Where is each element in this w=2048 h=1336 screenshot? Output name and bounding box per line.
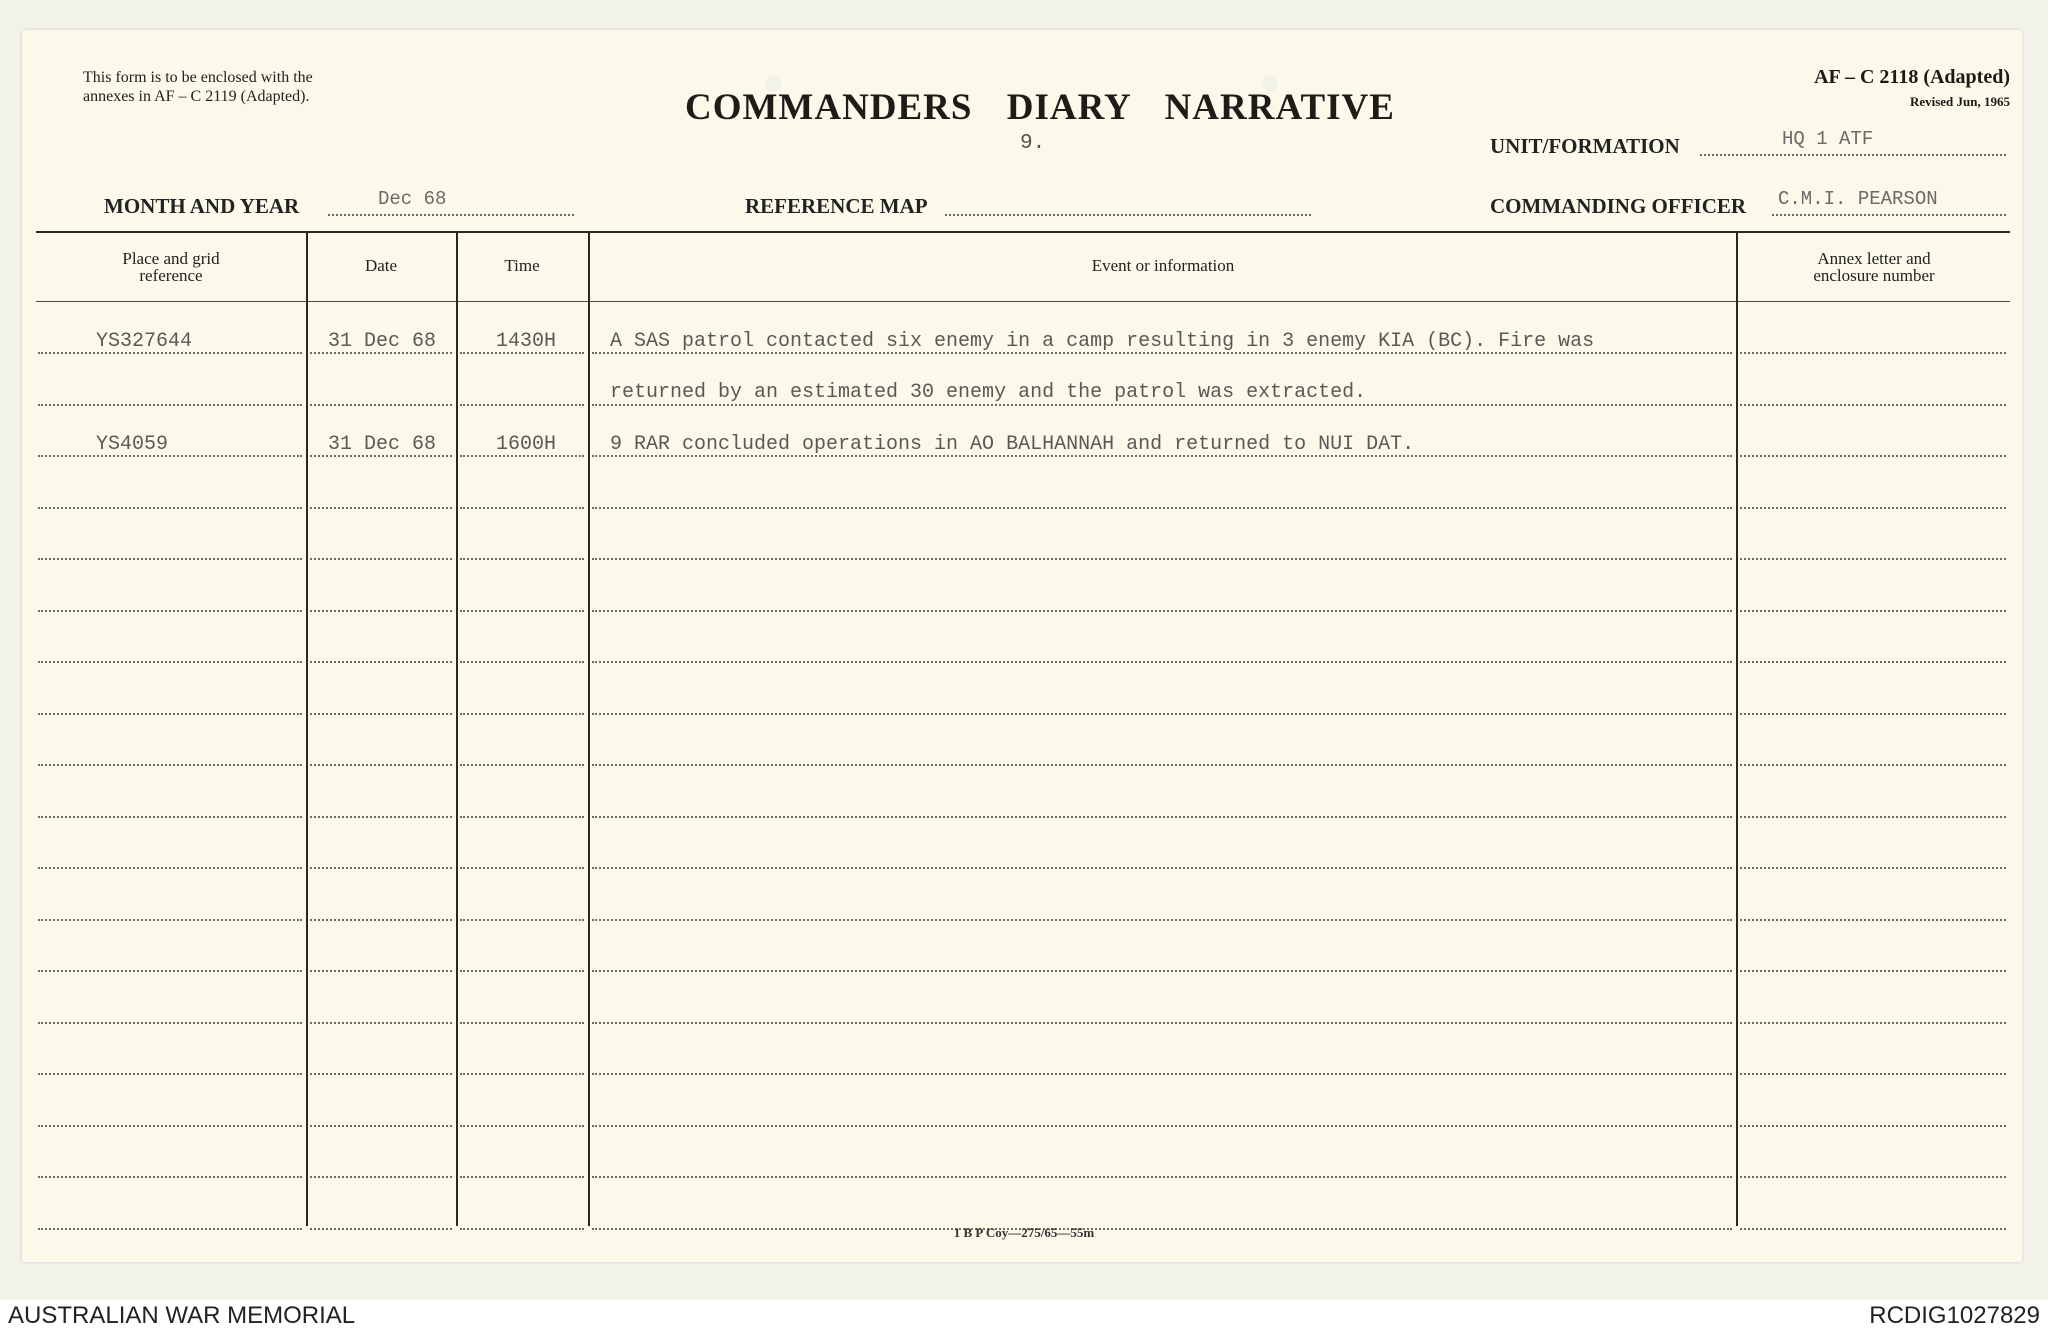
column-divider (1736, 231, 1738, 1226)
column-header-annex-line: enclosure number (1813, 266, 1935, 285)
reference-map-label: REFERENCE MAP (745, 194, 928, 218)
dotted-line (592, 661, 1732, 663)
dotted-line (38, 661, 302, 663)
column-header-time: Time (504, 256, 540, 275)
dotted-line (310, 507, 452, 509)
form-code: AF – C 2118 (Adapted) (1814, 66, 2010, 88)
dotted-line (1740, 764, 2006, 766)
dotted-line (1740, 404, 2006, 406)
dotted-line (38, 764, 302, 766)
dotted-line (310, 867, 452, 869)
dotted-line (1740, 455, 2006, 457)
column-header-annex-line: Annex letter and (1817, 249, 1931, 268)
month-year-label: MONTH AND YEAR (104, 194, 300, 218)
enclosure-note (83, 68, 313, 106)
dotted-line (460, 507, 584, 509)
column-divider (588, 231, 590, 1226)
commanding-officer-value-text: C.M.I. PEARSON (1778, 188, 1938, 210)
month-year-value (328, 188, 574, 216)
dotted-line (592, 970, 1732, 972)
table-header-rule (36, 301, 2010, 302)
dotted-line (460, 1176, 584, 1178)
reference-map-value (945, 188, 1311, 216)
dotted-line (460, 713, 584, 715)
dotted-line (310, 558, 452, 560)
dotted-line (592, 404, 1732, 406)
dotted-line (310, 610, 452, 612)
dotted-line (592, 764, 1732, 766)
enclosure-note-line: This form is to be enclosed with the (83, 69, 313, 86)
dotted-line (460, 816, 584, 818)
dotted-line (460, 1125, 584, 1127)
dotted-line (592, 1125, 1732, 1127)
dotted-line (1740, 970, 2006, 972)
dotted-line (592, 507, 1732, 509)
dotted-line (310, 1176, 452, 1178)
entry-place: YS327644 (96, 330, 193, 353)
dotted-line (1740, 1125, 2006, 1127)
dotted-line (460, 404, 584, 406)
dotted-line (460, 867, 584, 869)
dotted-line (460, 1022, 584, 1024)
dotted-line (310, 1022, 452, 1024)
dotted-line (460, 661, 584, 663)
dotted-line (38, 1022, 302, 1024)
dotted-line (38, 867, 302, 869)
dotted-line (38, 507, 302, 509)
dotted-line (1740, 713, 2006, 715)
entry-place: YS4059 (96, 433, 169, 456)
dotted-line (310, 919, 452, 921)
entry-event: A SAS patrol contacted six enemy in a camp resulting in 3 enemy KIA (BC). Fire was (610, 330, 1595, 353)
dotted-line (38, 558, 302, 560)
month-year-value-text: Dec 68 (378, 188, 447, 210)
form-revision: Revised Jun, 1965 (1909, 94, 2010, 109)
dotted-line (592, 1022, 1732, 1024)
dotted-line (310, 713, 452, 715)
dotted-line (460, 919, 584, 921)
unit-value (1700, 128, 2006, 156)
dotted-line (1740, 919, 2006, 921)
dotted-line (38, 404, 302, 406)
column-header-annex (1738, 250, 2010, 284)
dotted-line (38, 1176, 302, 1178)
dotted-line (310, 1073, 452, 1075)
dotted-line (310, 970, 452, 972)
column-header-place-line: Place and grid (122, 249, 220, 268)
print-code: 1 B P Coy—275/65—55m (953, 1225, 1095, 1240)
dotted-line (310, 404, 452, 406)
page-number: 9. (1020, 132, 1046, 155)
dotted-line (38, 455, 302, 457)
dotted-line (460, 1073, 584, 1075)
entry-event-continued: returned by an estimated 30 enemy and the patrol was extracted. (610, 381, 1367, 404)
dotted-line (38, 970, 302, 972)
dotted-line (1740, 558, 2006, 560)
entry-date: 31 Dec 68 (328, 433, 437, 456)
dotted-line (1740, 816, 2006, 818)
form-title: COMMANDERS DIARY NARRATIVE (685, 87, 1395, 128)
column-header-place-line: reference (139, 266, 203, 285)
dotted-line (310, 661, 452, 663)
column-header-date: Date (364, 256, 398, 275)
dotted-line (38, 610, 302, 612)
dotted-line (592, 1176, 1732, 1178)
dotted-line (310, 816, 452, 818)
dotted-line (460, 558, 584, 560)
column-divider (306, 231, 308, 1226)
dotted-line (592, 919, 1732, 921)
dotted-line (592, 1073, 1732, 1075)
archive-caption-left: AUSTRALIAN WAR MEMORIAL (8, 1302, 356, 1329)
commanding-officer-value (1772, 188, 2006, 216)
dotted-line (592, 867, 1732, 869)
dotted-line (38, 919, 302, 921)
archive-caption-right: RCDIG1027829 (1869, 1302, 2040, 1329)
unit-value-text: HQ 1 ATF (1782, 128, 1874, 150)
dotted-line (310, 1125, 452, 1127)
entry-time: 1430H (496, 330, 557, 353)
dotted-line (38, 1073, 302, 1075)
entry-date: 31 Dec 68 (328, 330, 437, 353)
dotted-line (460, 970, 584, 972)
dotted-line (592, 713, 1732, 715)
dotted-line (1740, 661, 2006, 663)
dotted-line (1740, 1176, 2006, 1178)
dotted-line (1740, 507, 2006, 509)
dotted-line (460, 610, 584, 612)
dotted-line (592, 558, 1732, 560)
entry-time: 1600H (496, 433, 557, 456)
commanding-officer-label: COMMANDING OFFICER (1490, 194, 1747, 218)
column-header-event: Event or information (1091, 256, 1235, 275)
dotted-line (38, 1125, 302, 1127)
dotted-line (1740, 352, 2006, 354)
dotted-line (1740, 867, 2006, 869)
unit-label: UNIT/FORMATION (1490, 134, 1680, 158)
column-divider (456, 231, 458, 1226)
enclosure-note-line: annexes in AF – C 2119 (Adapted). (83, 88, 310, 105)
dotted-line (592, 816, 1732, 818)
dotted-line (38, 713, 302, 715)
dotted-line (38, 816, 302, 818)
dotted-line (1740, 610, 2006, 612)
column-header-place (36, 250, 306, 284)
entry-event: 9 RAR concluded operations in AO BALHANNAH and returned to NUI DAT. (610, 433, 1415, 456)
dotted-line (310, 764, 452, 766)
dotted-line (1740, 1073, 2006, 1075)
dotted-line (1740, 1022, 2006, 1024)
dotted-line (592, 610, 1732, 612)
table-top-rule (36, 231, 2010, 233)
dotted-line (460, 764, 584, 766)
